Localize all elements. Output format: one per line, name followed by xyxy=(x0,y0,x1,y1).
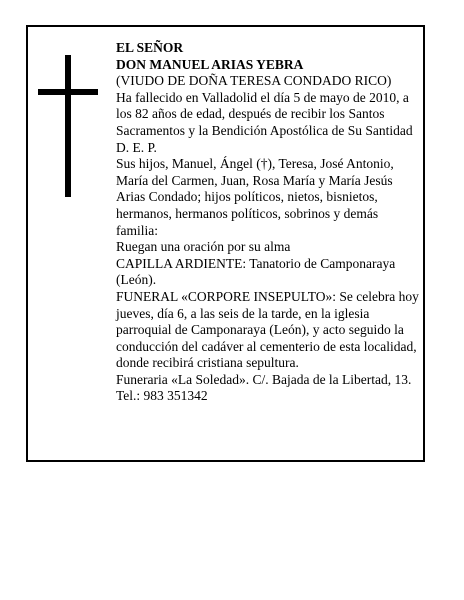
obituary-notice xyxy=(26,25,425,462)
widower-line: (VIUDO DE DOÑA TERESA CONDADO RICO) xyxy=(116,73,392,89)
prayer-line: Ruegan una oración por su alma xyxy=(116,239,291,255)
funeral-paragraph: FUNERAL «CORPORE INSEPULTO»: Se celebra hoy jueves, día 6, a las seis de la tarde, en la iglesia parroquial de Camponaraya (León), y acto seguido la conducción del cadáver al cementerio de esta localidad, donde recibirá cristiana sepultura. xyxy=(116,288,419,371)
cross-horizontal-bar xyxy=(38,89,98,95)
rip-line: D. E. P. xyxy=(116,139,157,155)
announcement-paragraph: Ha fallecido en Valladolid el día 5 de mayo de 2010, a los 82 años de edad, después de recibir los Santos Sacramentos y la Bendición Apostólica de Su Santidad xyxy=(116,89,413,138)
chapel-paragraph: CAPILLA ARDIENTE: Tanatorio de Camponaraya (León). xyxy=(116,255,396,288)
deceased-name: DON MANUEL ARIAS YEBRA xyxy=(116,56,304,72)
obituary-text xyxy=(116,40,423,405)
funeral-home-paragraph: Funeraria «La Soledad». C/. Bajada de la Libertad, 13. Tel.: 983 351342 xyxy=(116,371,412,404)
title-line-1: EL SEÑOR xyxy=(116,40,184,55)
family-paragraph: Sus hijos, Manuel, Ángel (†), Teresa, José Antonio, María del Carmen, Juan, Rosa María y María Jesús Arias Condado; hijos políticos, nietos, bisnietos, hermanos, hermanos políticos, sobrinos y demás familia: xyxy=(116,156,394,238)
cross-icon xyxy=(38,55,98,197)
cross-vertical-bar xyxy=(65,55,71,197)
